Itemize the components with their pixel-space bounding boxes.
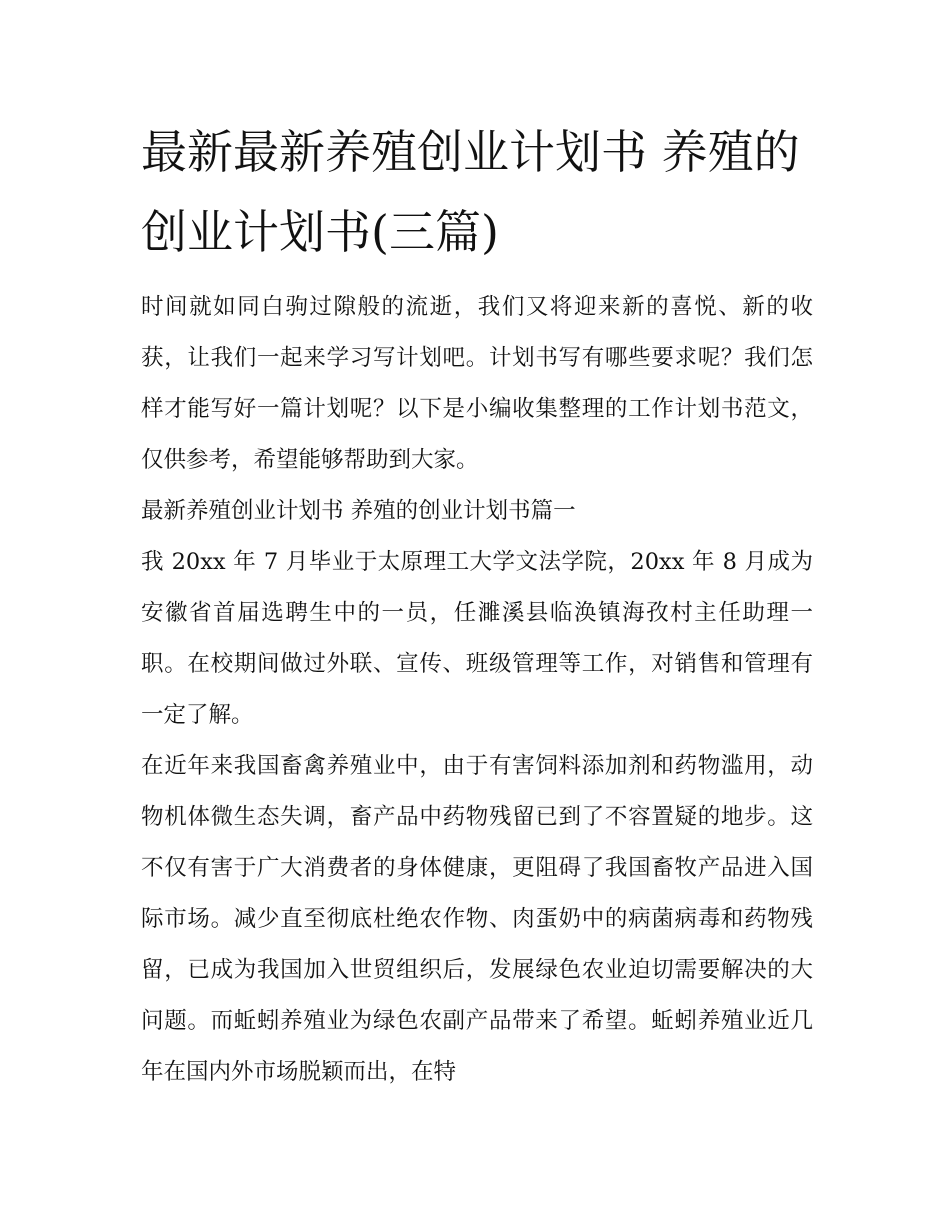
body-paragraph-industry: 在近年来我国畜禽养殖业中，由于有害饲料添加剂和药物滥用，动物机体微生态失调，畜产品中药物残留已到了不容置疑的地步。这不仅有害于广大消费者的身体健康，更阻碍了我国畜牧产品进入国际市场。减少直至彻底杜绝农作物、肉蛋奶中的病菌病毒和药物残留，已成为我国加入世贸组织后，发展绿色农业迫切需要解决的大问题。而蚯蚓养殖业为绿色农副产品带来了希望。蚯蚓养殖业近几年在国内外市场脱颖而出，在特 <box>141 753 813 1085</box>
intro-paragraph: 时间就如同白驹过隙般的流逝，我们又将迎来新的喜悦、新的收获，让我们一起来学习写计划吧。计划书写有哪些要求呢？我们怎样才能写好一篇计划呢？以下是小编收集整理的工作计划书范文，仅供参考，希望能够帮助到大家。 <box>141 294 813 473</box>
section-heading: 最新养殖创业计划书 养殖的创业计划书篇一 <box>141 498 576 524</box>
body-paragraph-background: 我 20xx 年 7 月毕业于太原理工大学文法学院，20xx 年 8 月成为安徽省首届选聘生中的一员，任濉溪县临涣镇海孜村主任助理一职。在校期间做过外联、宣传、班级管理等工作，对销售和管理有一定了解。 <box>141 549 813 728</box>
document-title: 最新最新养殖创业计划书 养殖的创业计划书(三篇) <box>141 125 800 259</box>
document-body <box>141 112 813 1098</box>
